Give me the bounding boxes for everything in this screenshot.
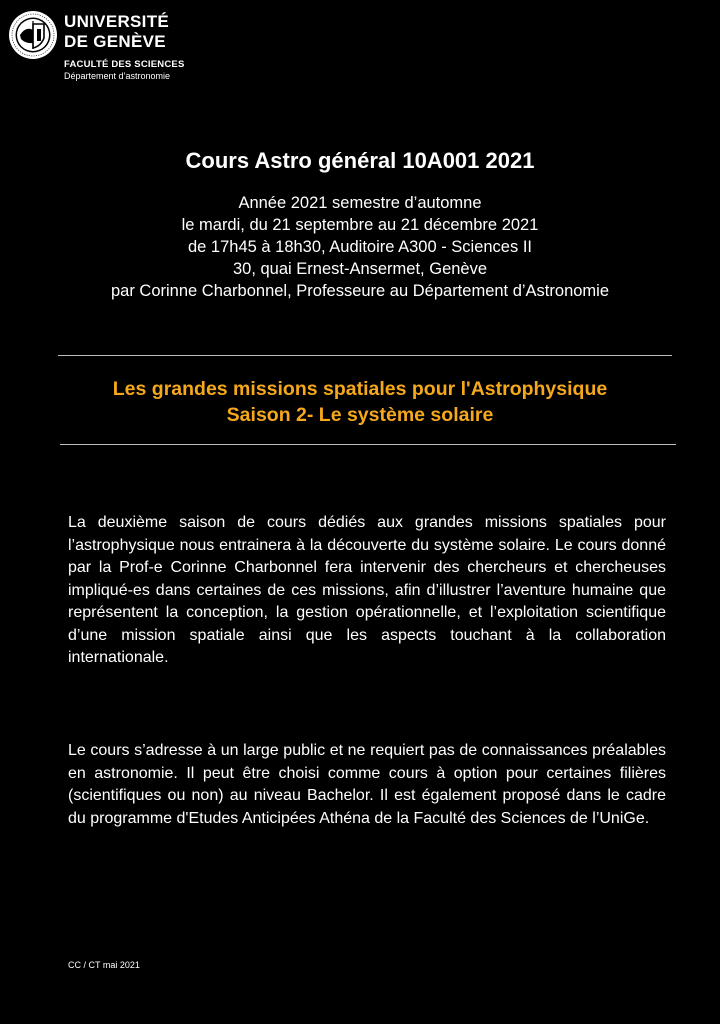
info-line-address: 30, quai Ernest-Ansermet, Genève: [232, 260, 488, 278]
info-line-semester: Année 2021 semestre d’automne: [238, 194, 482, 212]
course-info: [0, 192, 720, 302]
series-title: [0, 376, 720, 428]
university-header: [64, 12, 184, 81]
description-paragraph-2: Le cours s’adresse à un large public et ne requiert pas de connaissances préalables en astronomie. Il peut être choisi comme cours à option pour certaines filières (scientifiques ou non) au niveau Bachelor. Il est également proposé dans le cadre du programme d'Etudes Anticipées Athéna de la Faculté des Sciences de l’UniGe.: [68, 742, 666, 827]
university-name-line1: UNIVERSITÉ: [64, 12, 170, 31]
footer-note: CC / CT mai 2021: [68, 960, 140, 970]
info-line-time-place: de 17h45 à 18h30, Auditoire A300 - Sciences II: [187, 238, 532, 256]
university-seal-icon: [8, 10, 58, 60]
university-name-line2: DE GENÈVE: [64, 32, 166, 51]
course-title: Cours Astro général 10A001 2021: [185, 148, 535, 173]
faculty-name: FACULTÉ DES SCIENCES: [64, 59, 185, 70]
top-divider: [58, 355, 672, 356]
description-paragraph-1: La deuxième saison de cours dédiés aux grandes missions spatiales pour l’astrophysique nous entrainera à la découverte du système solaire. Le cours donné par la Prof-e Corinne Charbonnel fera intervenir des chercheurs et chercheuses impliqué-es dans certaines de ces missions, afin d’illustrer l’aventure humaine que représentent la conception, la gestion opérationnelle, et l’exploitation scientifique d’une mission spatiale ainsi que les aspects touchant à la collaboration internationale.: [68, 514, 666, 666]
series-title-line2: Saison 2- Le système solaire: [226, 404, 494, 426]
info-line-dates: le mardi, du 21 septembre au 21 décembre 2021: [181, 216, 539, 234]
series-title-line1: Les grandes missions spatiales pour l'Astrophysique: [112, 378, 608, 400]
bottom-divider: [60, 444, 676, 445]
department-name: Département d’astronomie: [64, 71, 171, 81]
info-line-lecturer: par Corinne Charbonnel, Professeure au Département d’Astronomie: [110, 282, 610, 300]
